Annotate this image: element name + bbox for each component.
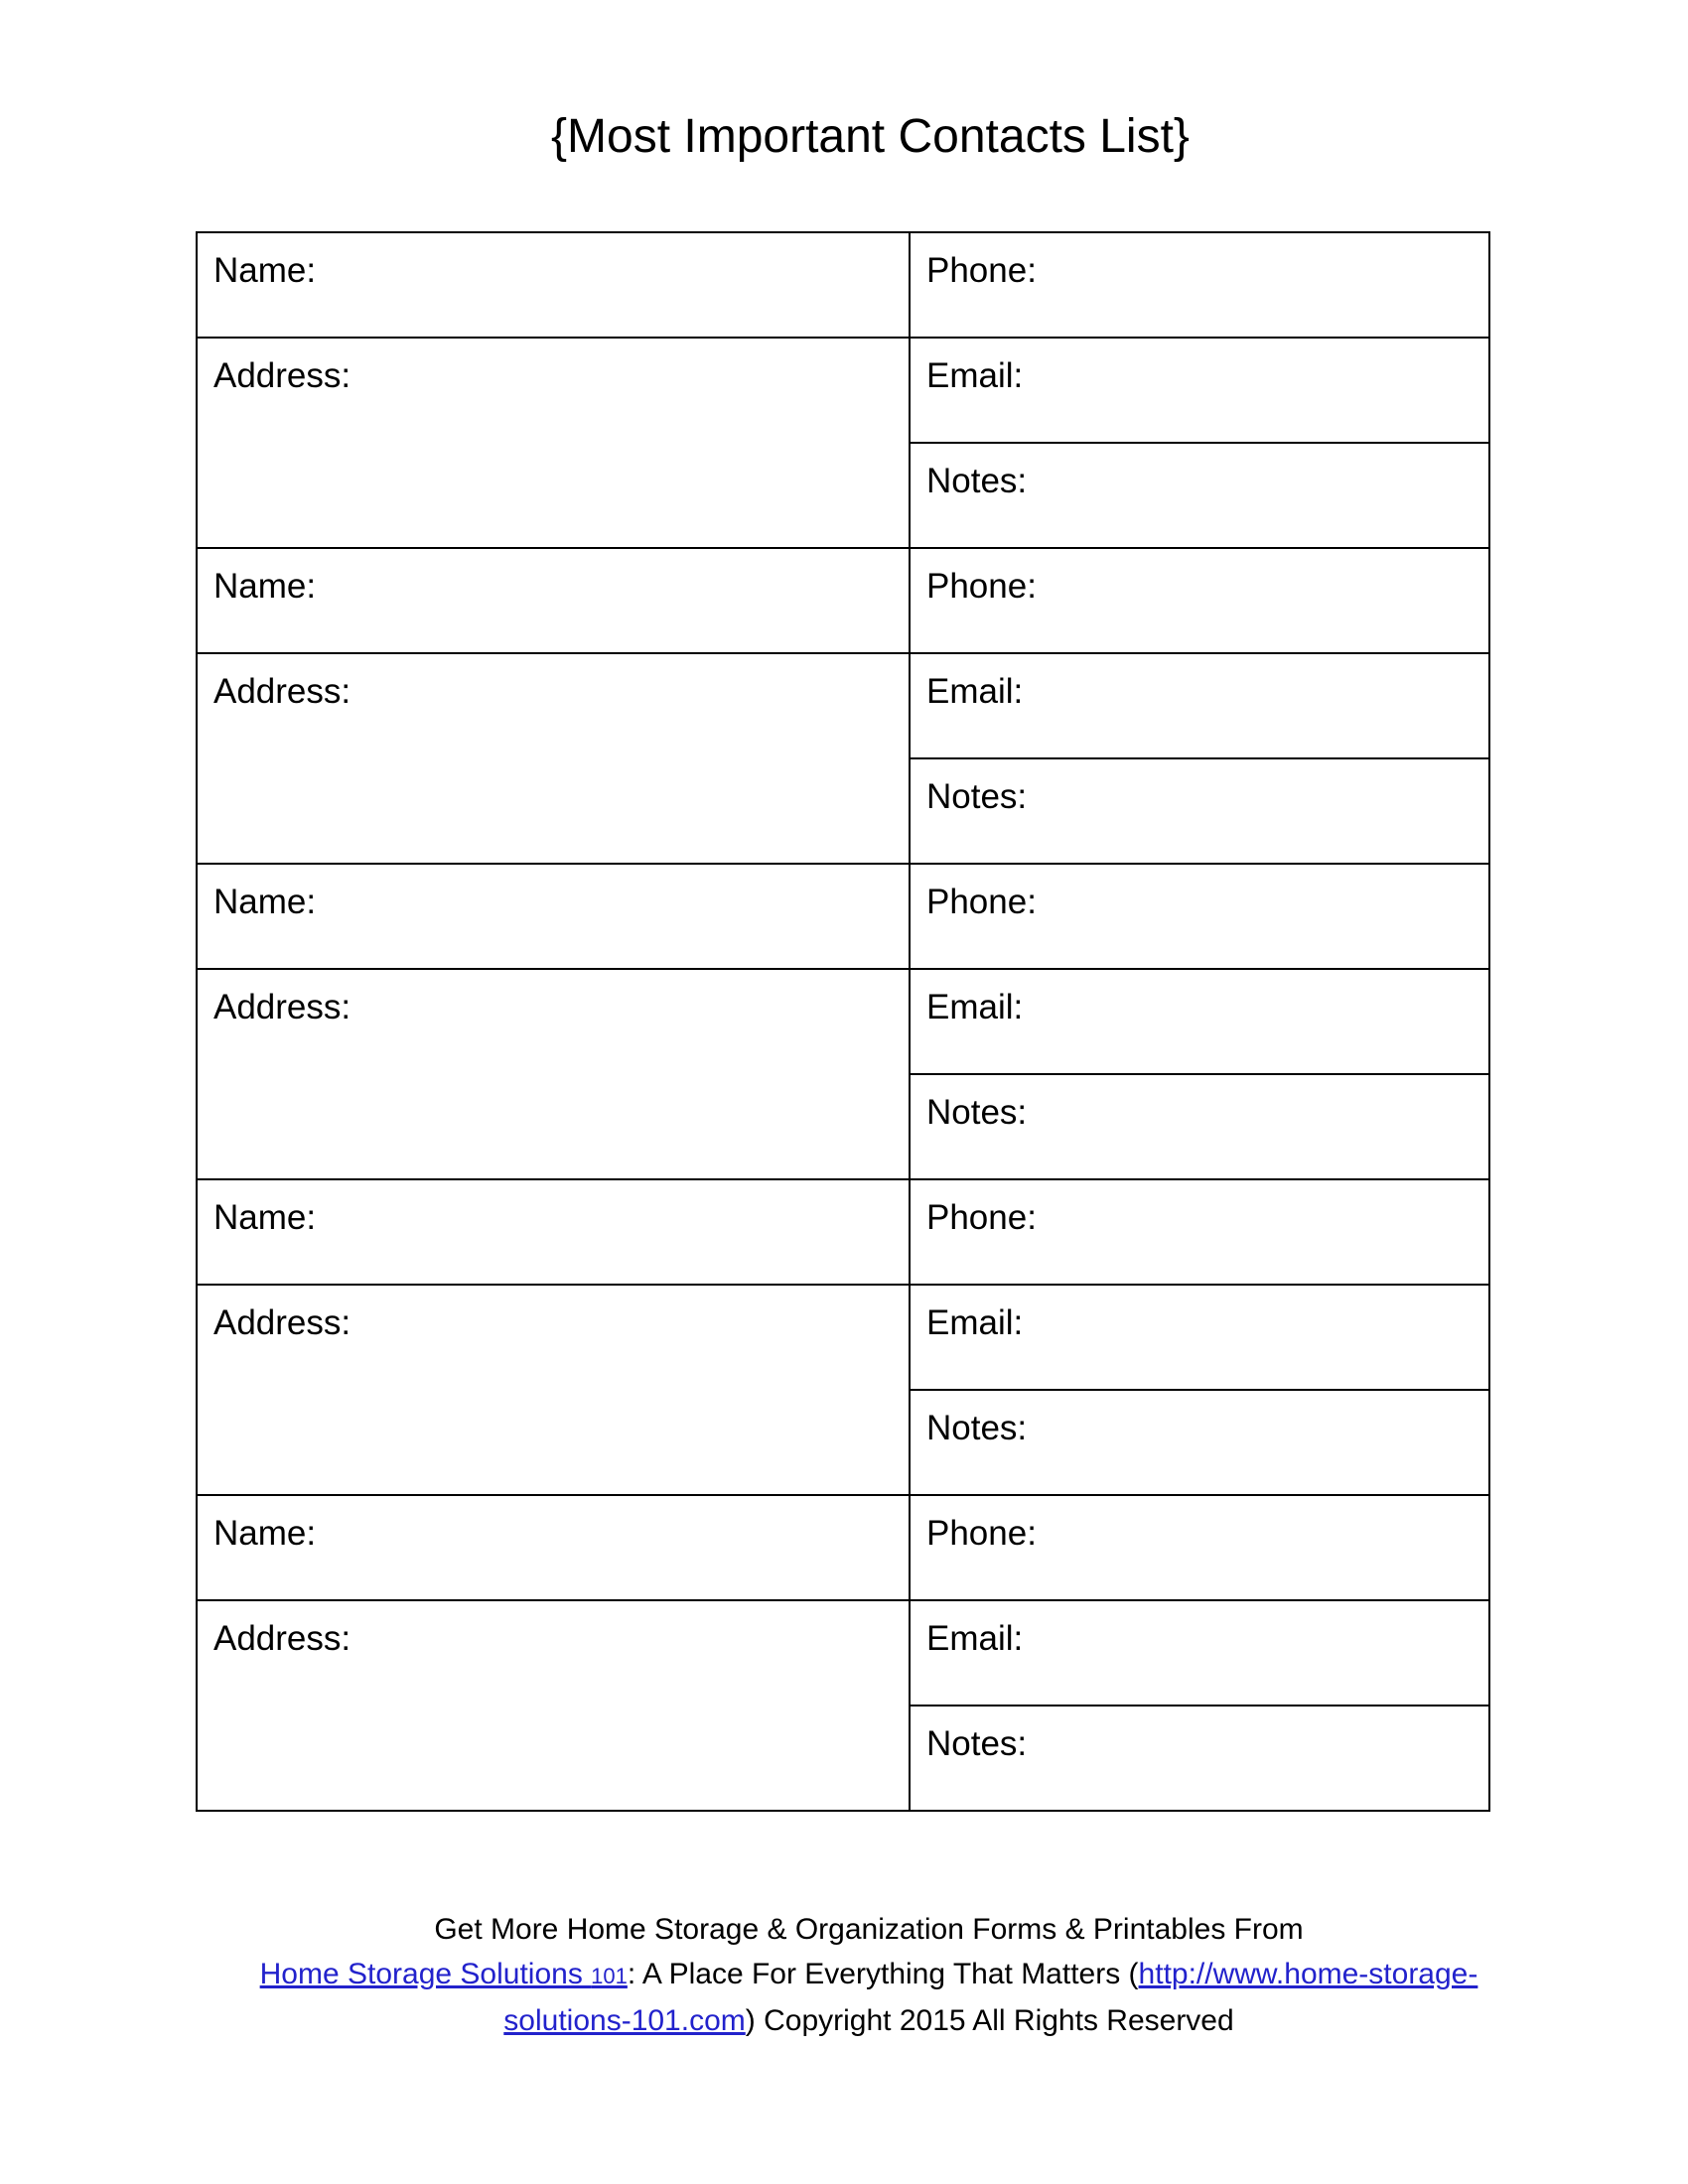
footer-text-1: Get More Home Storage & Organization Forms & Printables From xyxy=(434,1913,1304,1946)
contact-row-name-phone xyxy=(197,864,1489,969)
email-cell: Email: xyxy=(910,969,1489,1074)
home-storage-solutions-101-link[interactable] xyxy=(260,1958,628,1990)
email-cell: Email: xyxy=(910,338,1489,443)
contact-row-address-email xyxy=(197,1600,1489,1706)
contact-row-name-phone xyxy=(197,548,1489,653)
notes-cell: Notes: xyxy=(910,1074,1489,1179)
contact-row-address-email xyxy=(197,653,1489,758)
phone-cell: Phone: xyxy=(910,1495,1489,1600)
address-cell: Address: xyxy=(197,338,910,548)
phone-cell: Phone: xyxy=(910,548,1489,653)
footer-line-3 xyxy=(50,1998,1688,2043)
url-link-part-1[interactable]: http://www.home-storage- xyxy=(1138,1958,1478,1990)
phone-cell: Phone: xyxy=(910,232,1489,338)
address-cell: Address: xyxy=(197,1285,910,1495)
email-cell: Email: xyxy=(910,1600,1489,1706)
contact-row-name-phone xyxy=(197,1495,1489,1600)
address-cell: Address: xyxy=(197,1600,910,1811)
name-cell: Name: xyxy=(197,864,910,969)
footer-line-2 xyxy=(50,1952,1688,1998)
name-cell: Name: xyxy=(197,1495,910,1600)
notes-cell: Notes: xyxy=(910,758,1489,864)
notes-cell: Notes: xyxy=(910,1390,1489,1495)
link-text-101: 101 xyxy=(591,1964,628,1988)
notes-cell: Notes: xyxy=(910,1706,1489,1811)
email-cell: Email: xyxy=(910,653,1489,758)
phone-cell: Phone: xyxy=(910,864,1489,969)
link-text: Home Storage Solutions xyxy=(259,1958,592,1990)
contact-row-name-phone xyxy=(197,1179,1489,1285)
contact-row-address-email xyxy=(197,338,1489,443)
phone-cell: Phone: xyxy=(910,1179,1489,1285)
footer-text-3: ) Copyright 2015 All Rights Reserved xyxy=(745,2004,1234,2037)
contact-row-address-email xyxy=(197,1285,1489,1390)
name-cell: Name: xyxy=(197,232,910,338)
url-link-part-2[interactable]: solutions-101.com xyxy=(503,2004,746,2037)
name-cell: Name: xyxy=(197,548,910,653)
contact-row-address-email xyxy=(197,969,1489,1074)
footer xyxy=(0,1907,1688,2043)
address-cell: Address: xyxy=(197,653,910,864)
notes-cell: Notes: xyxy=(910,443,1489,548)
contacts-table xyxy=(196,231,1490,1812)
page-title: {Most Important Contacts List} xyxy=(551,110,1190,163)
name-cell: Name: xyxy=(197,1179,910,1285)
footer-line-1 xyxy=(50,1907,1688,1952)
address-cell: Address: xyxy=(197,969,910,1179)
email-cell: Email: xyxy=(910,1285,1489,1390)
footer-text-2: : A Place For Everything That Matters ( xyxy=(627,1958,1139,1990)
contact-row-name-phone xyxy=(197,232,1489,338)
